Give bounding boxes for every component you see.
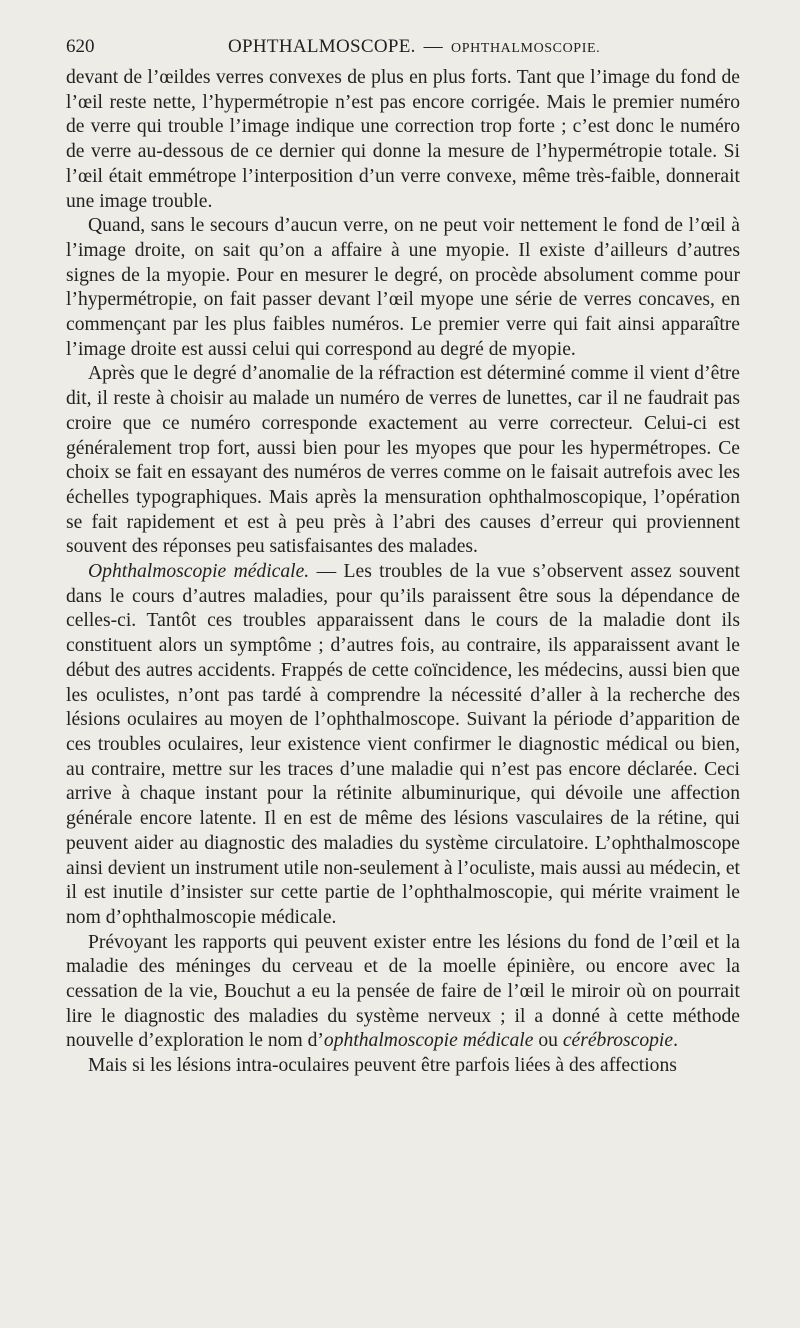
italic-term: cérébroscopie (562, 1030, 674, 1052)
paragraph-myopie: Quand, sans le secours d’aucun verre, on ne peut voir nettement le fond de l’œil à l’image droite, on sait qu’on a affaire à une myopie. Il existe d’ailleurs d’autres signes de la myopie. Pour en mesurer le degré, on procède absolument comme pour l’hypermétropie, on fait passer devant l’œil myope une série de verres concaves, en commençant par les plus faibles numéros. Le premier verre qui fait ainsi apparaître l’image droite est aussi celui qui correspond au degré de myopie. (66, 215, 740, 360)
running-title-main: OPHTHALMOSCOPE. (228, 36, 416, 57)
running-header (66, 34, 740, 60)
paragraph-continued: devant de l’œildes verres convexes de plus en plus forts. Tant que l’image du fond de l’œil reste nette, l’hypermétropie n’est pas encore corrigée. Mais le premier numéro de verre qui trouble l’image indique une correction trop forte ; c’est donc le numéro de verre au-dessous de ce dernier qui donne la mesure de l’hypermétropie totale. Si l’œil était emmétrope l’interposition d’un verre convexe, même très-faible, donnerait une image trouble. (66, 67, 740, 212)
paragraph-tail: . (673, 1030, 678, 1052)
paragraph-ophthalmoscopie-medicale (66, 560, 740, 931)
italic-term: ophthalmoscopie médicale (323, 1030, 534, 1052)
paragraph-anomalie: Après que le degré d’anomalie de la réfraction est déterminé comme il vient d’être dit, il reste à choisir au malade un numéro de verres de lunettes, car il ne faudrait pas croire que ce numéro corresponde exactement au verre correcteur. Celui-ci est généralement trop fort, aussi bien pour les myopes que pour les hypermétropes. Ce choix se fait en essayant des numéros de verres comme on le faisait autrefois avec les échelles typographiques. Mais après la mensuration ophthalmoscopique, l’opération se fait rapidement et est à peu près à l’abri des causes d’erreur qui proviennent souvent des réponses peu satisfaisantes des malades. (66, 363, 740, 558)
title-dash: — (423, 36, 443, 57)
paragraph-body: — Les troubles de la vue s’observent assez souvent dans le cours d’autres maladies, pour qu’ils paraissent être sous la dépendance de celles-ci. Tantôt ces troubles apparaissent dans le cours de la maladie dont ils constituent alors un symptôme ; d’autres fois, au contraire, ils apparaissent avant le début des autres accidents. Frappés de cette coïncidence, les médecins, aussi bien que les oculistes, n’ont pas tardé à comprendre la nécessité d’aller à la recherche des lésions oculaires au moyen de l’ophthalmoscope. Suivant la période d’apparition de ces troubles oculaires, leur existence vient confirmer le diagnostic médical ou bien, au contraire, mettre sur les traces d’une maladie qui n’est pas encore déclarée. Ceci arrive à chaque instant pour la rétinite albuminurique, qui dévoile une affection générale encore latente. Il en est de même des lésions vasculaires de la rétine, qui peuvent aider au diagnostic des maladies du système circulatoire. L’ophthalmoscope ainsi devient un instrument utile non-seulement à l’oculiste, mais aussi au médecin, et il est inutile d’insister sur cette partie de l’ophthalmoscopie, qui mérite vraiment le nom d’ophthalmoscopie médicale. (66, 561, 741, 928)
paragraph-connector: ou (533, 1030, 563, 1052)
paragraph-body: Prévoyant les rapports qui peuvent exister entre les lésions du fond de l’œil et la maladie des méninges du cerveau et de la moelle épinière, ou encore avec la cessation de la vie, Bouchut a eu la pensée de faire de l’œil le miroir où on pourrait lire le diagnostic des maladies du système nerveux ; il a donné à cette méthode nouvelle d’exploration le nom d’ (66, 931, 740, 1052)
running-title (228, 34, 600, 62)
running-title-sub: OPHTHALMOSCOPIE. (450, 41, 601, 56)
paragraph-bouchut (66, 931, 740, 1055)
page-number: 620 (66, 36, 95, 57)
body-text (66, 66, 740, 1079)
paragraph-final: Mais si les lésions intra-oculaires peuvent être parfois liées à des affections (88, 1055, 677, 1077)
section-heading: Ophthalmoscopie médicale. (88, 561, 310, 583)
